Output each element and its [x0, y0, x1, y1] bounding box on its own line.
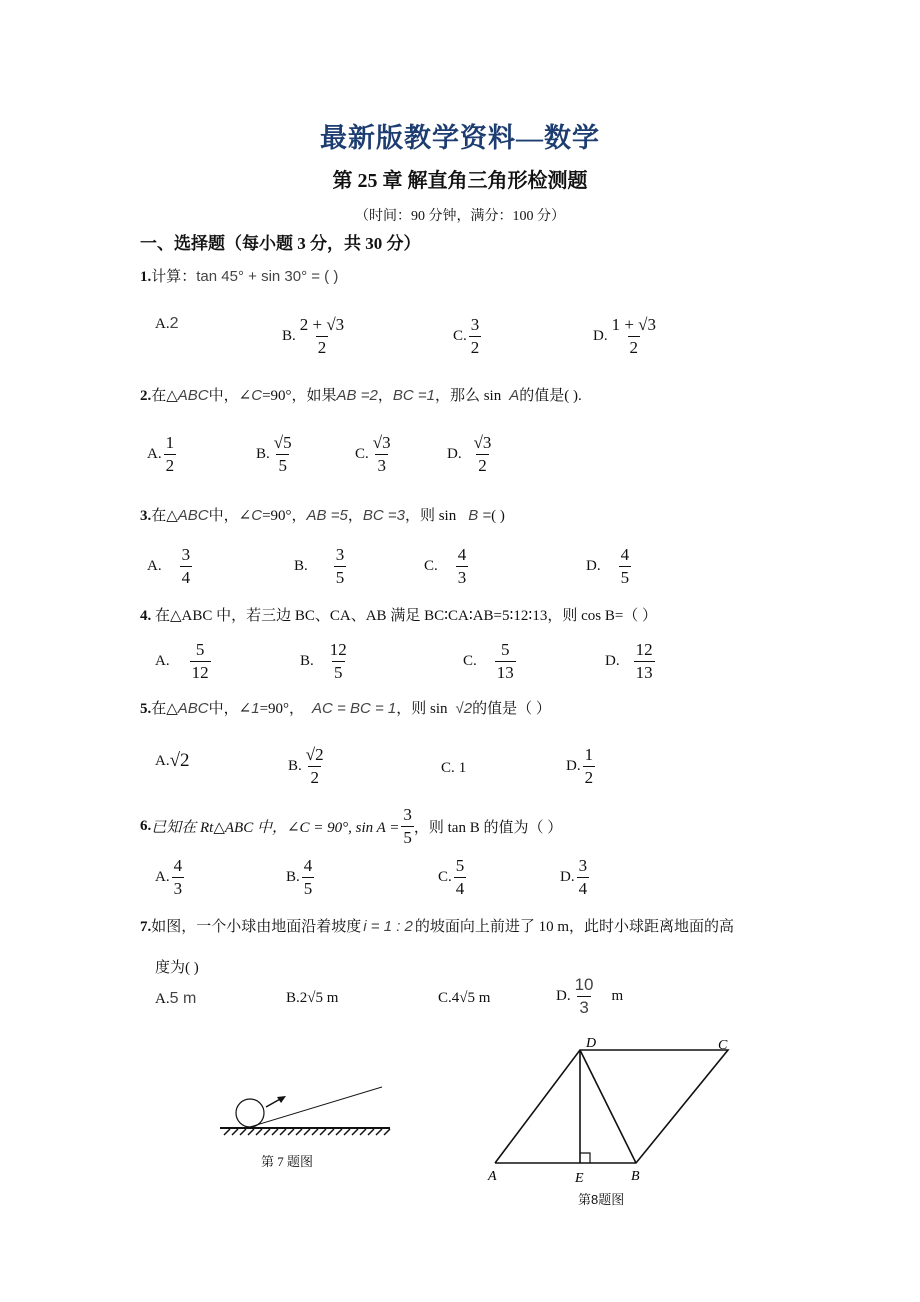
text: =90°， [262, 508, 307, 524]
text: 的值是( ). [519, 388, 582, 404]
option-value: √2 [169, 750, 190, 771]
unit: m [611, 988, 624, 1004]
option-label: A. [155, 315, 170, 332]
option-c[interactable] [438, 856, 466, 899]
option-b[interactable] [286, 990, 338, 1007]
option-a[interactable] [147, 433, 176, 476]
option-label: A. [155, 990, 170, 1007]
option-label: B. [282, 328, 296, 344]
fraction: $\frac{√3}{2}$ [473, 433, 492, 475]
label-d: D [586, 1036, 597, 1051]
option-a[interactable] [155, 750, 190, 772]
text: ，那么 sin [434, 388, 502, 404]
text: =90°， [259, 701, 305, 717]
var: C [251, 507, 263, 524]
question-7-cont: 度为( ) [155, 960, 199, 976]
question-7 [140, 915, 734, 936]
option-d[interactable] [560, 856, 589, 899]
option-label: B. [286, 990, 300, 1006]
slope-line [250, 1087, 382, 1127]
option-label: A. [155, 653, 170, 669]
option-label: A. [147, 558, 162, 574]
option-label: C. [355, 446, 369, 462]
option-c[interactable] [355, 433, 393, 476]
text: 中，∠ [208, 388, 252, 404]
option-value: 2 [169, 315, 179, 332]
exam-info: （时间：90 分钟，满分：100 分） [355, 209, 565, 224]
figure-7-caption: 第 7 题图 [261, 1154, 314, 1169]
fraction: $\frac{5}{4}$ [455, 856, 465, 898]
var: A [509, 387, 520, 404]
fraction: $\frac{1 + √3}{2}$ [611, 315, 657, 357]
option-value: 2√5 m [299, 990, 339, 1006]
option-label: B. [300, 653, 314, 669]
fraction: $\frac{5}{12}$ [191, 640, 209, 682]
fraction: $\frac{1}{2}$ [584, 745, 594, 787]
var: AC = BC = 1 [312, 700, 397, 717]
option-d[interactable] [593, 315, 658, 358]
option-label: A. [155, 752, 170, 769]
question-1 [140, 265, 338, 286]
right-angle-mark [580, 1153, 590, 1163]
option-label: C. [438, 990, 452, 1006]
text: ，则 sin [396, 701, 448, 717]
option-c[interactable] [424, 545, 468, 588]
option-a[interactable] [147, 545, 192, 588]
option-c[interactable] [463, 640, 516, 683]
option-label: A. [147, 446, 162, 462]
label-b: B [631, 1169, 640, 1184]
var: C [251, 387, 263, 404]
option-label: B. [294, 558, 308, 574]
option-a[interactable] [155, 990, 196, 1008]
diagonal-db [580, 1050, 636, 1163]
text: 的坡面向上前进了 10 m，此时小球距离地面的高 [414, 919, 735, 935]
var: AB =2 [336, 387, 378, 404]
option-a[interactable] [155, 640, 211, 683]
option-b[interactable] [286, 856, 314, 899]
option-d[interactable] [556, 975, 623, 1018]
option-d[interactable] [566, 745, 595, 788]
fraction: $\frac{√5}{5}$ [273, 433, 292, 475]
question-number: 5. [140, 701, 152, 717]
question-2 [140, 384, 582, 405]
var: BC =3 [362, 507, 405, 524]
option-d[interactable] [447, 433, 493, 476]
option-label: D. [447, 446, 462, 462]
page-banner: 最新版教学资料—数学 [320, 123, 600, 153]
option-label: D. [605, 653, 620, 669]
option-a[interactable] [155, 315, 179, 333]
text: 已知在 Rt△ABC 中，∠C = 90°, sin A = [151, 820, 400, 836]
question-text: 计算： [151, 269, 197, 285]
option-label: C. [453, 328, 467, 344]
fraction: $\frac{4}{3}$ [173, 856, 183, 898]
var: ABC [177, 700, 209, 717]
label-e: E [575, 1171, 584, 1186]
text: 中，∠ [208, 701, 252, 717]
question-number: 3. [140, 508, 152, 524]
fraction: $\frac{3}{5}$ [335, 545, 345, 587]
option-label: C. [463, 653, 477, 669]
fraction: $\frac{12}{13}$ [635, 640, 653, 682]
option-label: D. [560, 869, 575, 885]
question-5 [140, 697, 551, 718]
option-b[interactable] [282, 315, 346, 358]
question-number: 7. [140, 919, 152, 935]
question-number: 6. [140, 818, 152, 834]
option-c[interactable] [441, 760, 466, 777]
text: =90°，如果 [262, 388, 337, 404]
var: ABC [177, 507, 209, 524]
option-d[interactable] [605, 640, 655, 683]
option-label: C. [441, 760, 455, 776]
figure-7-slope-ball [210, 1075, 400, 1150]
fraction: $\frac{5}{13}$ [496, 640, 514, 682]
fraction: $\frac{10}{3}$ [574, 975, 594, 1017]
figure-8-caption: 第8题图 [578, 1192, 625, 1207]
option-c[interactable] [453, 315, 481, 358]
question-number: 1. [140, 269, 152, 285]
option-b[interactable] [300, 640, 349, 683]
text: ，则 tan B 的值为（ ） [413, 820, 563, 836]
question-text: 在△ABC 中，若三边 BC、CA、AB 满足 BC∶CA∶AB=5∶12∶13，则 cos B=（ ） [151, 608, 658, 624]
text: 中，∠ [208, 508, 252, 524]
label-c: C [718, 1038, 728, 1053]
text: 如图，一个小球由地面沿着坡度 [151, 919, 362, 935]
fraction: $\frac{√3}{3}$ [372, 433, 391, 475]
text: 在△ [151, 508, 178, 524]
fraction: $\frac{3}{2}$ [470, 315, 480, 357]
var: BC =1 [392, 387, 435, 404]
ball [236, 1099, 264, 1127]
fraction: $\frac{4}{3}$ [457, 545, 467, 587]
option-label: A. [155, 869, 170, 885]
option-label: B. [286, 869, 300, 885]
question-4 [140, 604, 657, 625]
fraction: $\frac{1}{2}$ [165, 433, 175, 475]
label-a: A [488, 1169, 497, 1184]
question-3 [140, 504, 505, 525]
question-number: 2. [140, 388, 152, 404]
text: 在△ [151, 388, 178, 404]
var: B = [468, 507, 492, 524]
option-label: D. [586, 558, 601, 574]
option-c[interactable] [438, 990, 490, 1007]
fraction: $\frac{3}{4}$ [181, 545, 191, 587]
fraction: $\frac{3}{4}$ [578, 856, 588, 898]
parallelogram-abcd [495, 1050, 728, 1163]
fraction: $\frac{4}{5}$ [303, 856, 313, 898]
text: ，则 sin [404, 508, 457, 524]
option-a[interactable] [155, 856, 184, 899]
var: AB =5 [306, 507, 348, 524]
fraction: $\frac{4}{5}$ [620, 545, 630, 587]
fraction: $\frac{3}{5}$ [403, 805, 412, 847]
fraction: $\frac{12}{5}$ [329, 640, 347, 682]
question-6 [140, 805, 562, 848]
slope-ratio: i = 1 : 2 [363, 918, 413, 935]
var: 1 [251, 700, 260, 717]
option-label: D. [593, 328, 608, 344]
option-value: 1 [458, 760, 467, 776]
option-b[interactable] [288, 745, 326, 788]
ground-hatch [224, 1129, 390, 1135]
fraction: $\frac{2 + √3}{2}$ [299, 315, 345, 357]
var: √2 [455, 700, 473, 717]
option-value: 5 m [169, 990, 197, 1007]
figure-8-parallelogram [480, 1030, 740, 1190]
option-b[interactable] [294, 545, 346, 588]
option-b[interactable] [256, 433, 294, 476]
section-heading: 一、选择题（每小题 3 分，共 30 分） [140, 234, 421, 253]
question-number: 4. [140, 608, 152, 624]
option-d[interactable] [586, 545, 631, 588]
option-label: D. [556, 988, 571, 1004]
text: ( ) [491, 508, 505, 524]
option-label: C. [424, 558, 438, 574]
expression: tan 45° + sin 30° = ( ) [196, 268, 339, 285]
page-title: 第 25 章 解直角三角形检测题 [332, 170, 588, 192]
fraction: $\frac{√2}{2}$ [305, 745, 324, 787]
text: ， [347, 508, 363, 524]
option-value: 4√5 m [451, 990, 491, 1006]
option-label: D. [566, 758, 581, 774]
option-label: B. [256, 446, 270, 462]
text: 的值是（ ） [472, 701, 551, 717]
text: ， [377, 388, 393, 404]
text: 在△ [151, 701, 178, 717]
var: ABC [177, 387, 209, 404]
option-label: B. [288, 758, 302, 774]
option-label: C. [438, 869, 452, 885]
